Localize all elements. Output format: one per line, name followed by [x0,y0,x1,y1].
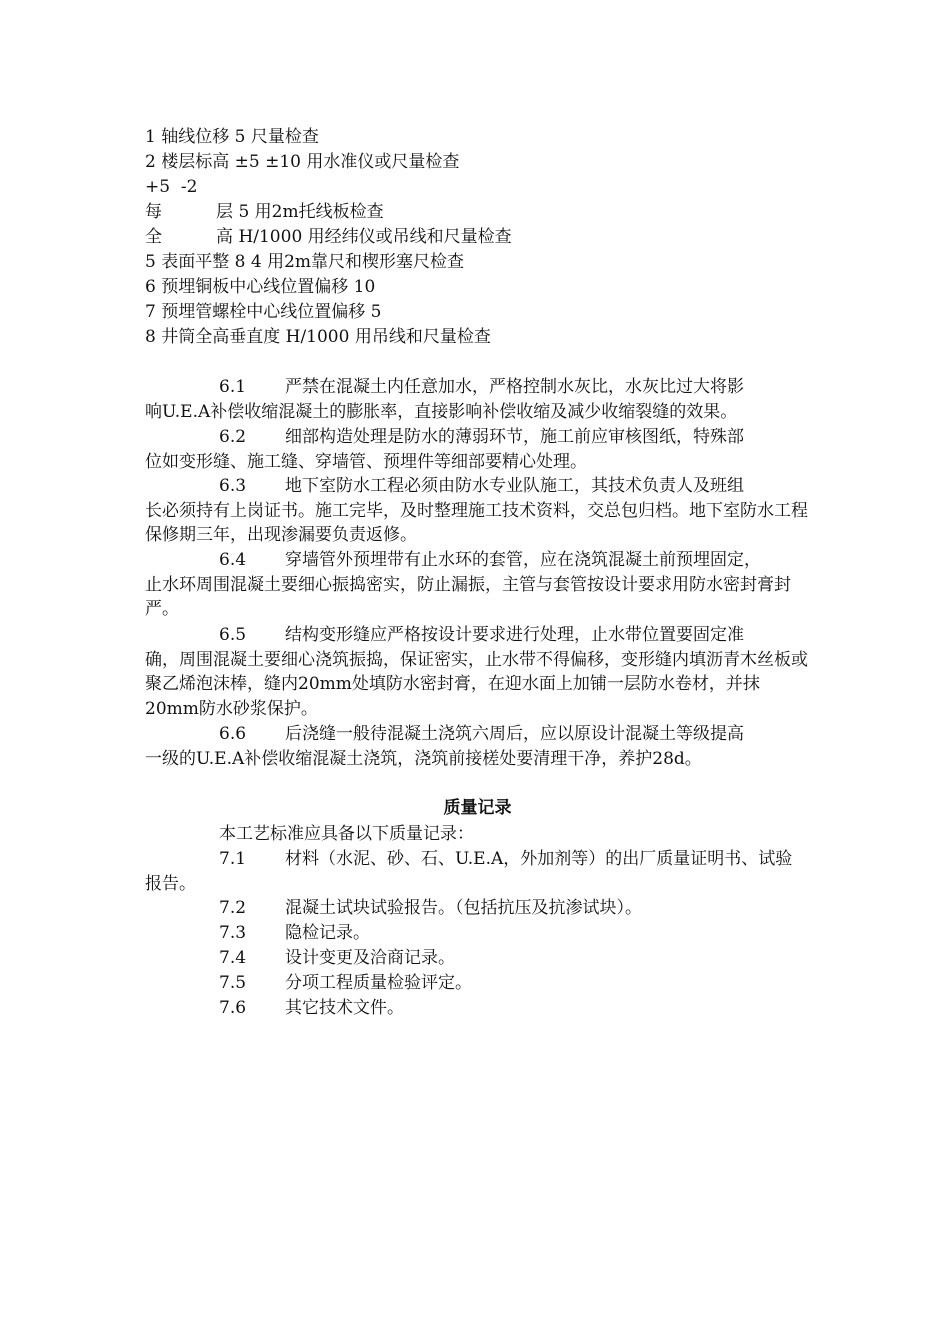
paragraph-rest: 位如变形缝、施工缝、穿墙管、预埋件等细部要精心处理。 [145,451,587,472]
item-number: 7.2 [219,898,247,918]
table-line: 1 轴线位移 5 尺量检查 [145,127,319,147]
item-number: 7.3 [219,923,247,943]
item-number: 7.1 [219,849,247,869]
table-line: 8 井筒全高垂直度 H/1000 用吊线和尺量检查 [145,327,491,347]
quality-item-7-3 [219,921,370,946]
paragraph-rest: 确，周围混凝土要细心浇筑振捣，保证密实，止水带不得偏移，变形缝内填沥青木丝板或聚乙烯泡沫棒，缝内20mm处填防水密封膏，在迎水面上加铺一层防水卷材，并抹20mm防水砂浆保护。 [145,649,808,719]
paragraph-number: 6.5 [219,625,247,645]
paragraph-number: 6.1 [219,377,247,397]
item-first-line: 材料（水泥、砂、石、U.E.A，外加剂等）的出厂质量证明书、试验 [285,849,793,869]
paragraph-rest: 长必须持有上岗证书。施工完毕，及时整理施工技术资料，交总包归档。地下室防水工程保修期三年，出现渗漏要负责返修。 [145,500,808,545]
paragraph-rest: 一级的U.E.A补偿收缩混凝土浇筑，浇筑前接槎处要清理干净，养护28d。 [145,748,702,769]
paragraph-6-1 [145,375,810,424]
quality-item-7-2 [219,896,642,921]
paragraph-first-line: 细部构造处理是防水的薄弱环节，施工前应审核图纸，特殊部 [285,427,744,447]
paragraph-first-line: 严禁在混凝土内任意加水，严格控制水灰比，水灰比过大将影 [285,377,744,397]
quality-item-7-4 [219,946,455,971]
paragraph-6-4 [145,548,810,622]
paragraph-first-line: 后浇缝一般待混凝土浇筑六周后，应以原设计混凝土等级提高 [285,724,744,744]
paragraph-number: 6.2 [219,427,247,447]
paragraph-6-2 [145,425,810,474]
item-text: 其它技术文件。 [285,998,404,1018]
paragraph-6-6 [145,722,810,771]
paragraph-number: 6.4 [219,550,247,570]
paragraph-first-line: 地下室防水工程必须由防水专业队施工，其技术负责人及班组 [285,476,744,496]
paragraph-first-line: 穿墙管外预埋带有止水环的套管，应在浇筑混凝土前预埋固定， [285,550,761,570]
item-text: 隐检记录。 [285,923,370,943]
item-number: 7.5 [219,973,247,993]
item-text: 混凝土试块试验报告。（包括抗压及抗渗试块）。 [285,898,642,918]
table-line: 全 高 H/1000 用经纬仪或吊线和尺量检查 [145,227,512,247]
paragraph-number: 6.3 [219,476,247,496]
paragraph-6-3 [145,474,810,548]
paragraph-6-5 [145,623,810,721]
item-number: 7.6 [219,998,247,1018]
item-rest: 报告。 [145,873,196,894]
table-line: 7 预埋管螺栓中心线位置偏移 5 [145,302,382,322]
paragraph-first-line: 结构变形缝应严格按设计要求进行处理，止水带位置要固定准 [285,625,744,645]
quality-item-7-5 [219,971,472,996]
item-number: 7.4 [219,948,247,968]
quality-intro: 本工艺标准应具备以下质量记录： [219,824,474,844]
table-line: +5 -2 [145,177,198,197]
section-heading: 质量记录 [443,798,512,818]
table-line: 5 表面平整 8 4 用2m靠尺和楔形塞尺检查 [145,252,464,272]
paragraph-rest: 响U.E.A补偿收缩混凝土的膨胀率，直接影响补偿收缩及减少收缩裂缝的效果。 [145,401,738,422]
table-line: 每 层 5 用2m托线板检查 [145,202,384,222]
table-line: 6 预埋铜板中心线位置偏移 10 [145,277,376,297]
quality-item-7-1 [145,847,810,896]
item-text: 设计变更及洽商记录。 [285,948,455,968]
paragraph-rest: 止水环周围混凝土要细心振捣密实，防止漏振，主管与套管按设计要求用防水密封膏封严。 [145,574,791,619]
table-line: 2 楼层标高 ±5 ±10 用水准仪或尺量检查 [145,152,460,172]
paragraph-number: 6.6 [219,724,247,744]
quality-item-7-6 [219,996,404,1021]
item-text: 分项工程质量检验评定。 [285,973,472,993]
